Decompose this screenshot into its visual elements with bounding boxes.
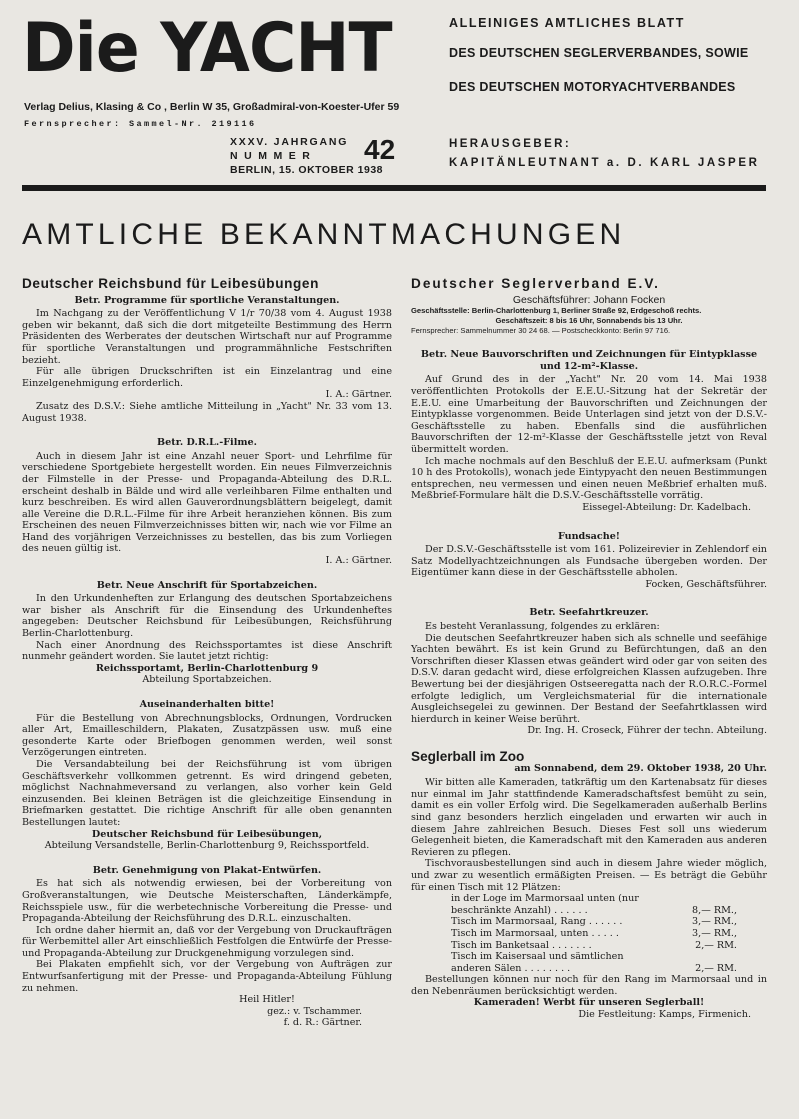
price-list (411, 893, 767, 974)
paragraph: Die Versandabteilung bei der Reichsführung ist vom übrigen Geschäftsverkehr vollkommen getrennt. Es wird dringend gebeten, möglichst Nachnahmeversand zu verlangen, also vorher kein Geld einzusenden. Bei kleinen Beträgen ist die gleichzeitige Einsendung in Briefmarken gestattet. Die richtige Anschrift für alle oben genannten Bestellungen lautet: (22, 758, 392, 828)
address-line: Reichssportamt, Berlin-Charlottenburg 9 (95, 662, 319, 674)
paragraph: Tischvorausbestellungen sind auch in diesem Jahre wieder möglich, und zwar zu wesentlich ermäßigten Preisen. — Es beträgt die Gebühr für einen Tisch mit 12 Plätzen: (411, 858, 767, 893)
paragraph: Bestellungen können nur noch für den Rang im Marmorsaal und in den Nebenräumen berücksichtigt werden. (411, 974, 767, 997)
masthead-tagline-3: DES DEUTSCHEN MOTORYACHTVERBANDES (449, 80, 736, 94)
price-value: 3,— RM., (692, 916, 737, 928)
section-title: Auseinanderhalten bitte! (139, 699, 275, 710)
paragraph: Der D.S.V.-Geschäftsstelle ist vom 161. Polizeirevier in Zehlendorf ein Satz Modellyachtzeichnungen als Fundsache übergeben worden. Der Eigentümer kann diese in der Geschäftsstelle abholen. (411, 544, 767, 579)
paragraph: Ich mache nochmals auf den Beschluß der E.E.U. aufmerksam (Punkt 10 h des Protokolls), wonach jede Eintypyacht den neuen Bestimmungen entsprechen, neu vermessen und einen neuen Meßbrief erhalten muß. Meßbrief-Formulare hält die D.S.V.-Geschäftsstelle vorrätig. (411, 455, 767, 502)
paragraph: Es hat sich als notwendig erwiesen, bei der Vorbereitung von Großveranstaltungen, wie Deutsche Meisterschaften, Länderkämpfe, Reichsspiele usw., für die werbetechnische Vorbereitung die Presse- und Propaganda-Abteilung der Reichsführung des D.R.L. einzuschalten. (22, 878, 392, 925)
section-title: Fundsache! (557, 530, 621, 542)
signature: I. A.: Gärtner. (325, 555, 392, 567)
ball-heading: Seglerball im Zoo (411, 749, 525, 764)
address-line: Abteilung Versandstelle, Berlin-Charlottenburg 9, Reichssportfeld. (44, 840, 370, 852)
signature: Dr. Ing. H. Croseck, Führer der techn. Abteilung. (527, 725, 767, 737)
page-heading: AMTLICHE BEKANNTMACHUNGEN (22, 218, 626, 251)
section-title: Betr. Neue Bauvorschriften und Zeichnungen für Eintypklasse und 12-m²-Klasse. (420, 349, 758, 372)
office-hours: Geschäftszeit: 8 bis 16 Uhr, Sonnabends bis 13 Uhr. (495, 316, 683, 326)
section-title: Betr. Seefahrtkreuzer. (529, 607, 649, 619)
publisher-line: Verlag Delius, Klasing & Co , Berlin W 35, Großadmiral-von-Koester-Ufer 59 (24, 101, 400, 113)
manager-line: Geschäftsführer: Johann Focken (512, 293, 666, 306)
right-column-header: Deutscher Seglerverband E.V. (411, 276, 660, 291)
left-column (22, 278, 392, 1029)
paragraph: Wir bitten alle Kameraden, tatkräftig um den Kartenabsatz für dieses nur einmal im Jahr stattfindende Kameradschaftsfest bemüht zu sein, damit es ein voller Erfolg wird. Die Segelkameraden außerhalb Berlins sind ganz besonders herzlich eingeladen und erwarten wir auch in diesem Jahre zahlreichen Besuch. Dieses Fest soll uns wiederum Gelegenheit bieten, die Kameradschaft mit den Kameraden aus anderen Revieren zu pflegen. (411, 777, 767, 858)
right-column (411, 278, 767, 1021)
ball-date: am Sonnabend, dem 29. Oktober 1938, 20 Uhr. (514, 762, 767, 774)
price-label: in der Loge im Marmorsaal unten (nur beschränkte Anzahl) . . . . . . (451, 893, 639, 916)
volume-label: XXXV. JAHRGANG (230, 136, 349, 148)
price-row (411, 951, 767, 974)
paragraph: Auch in diesem Jahr ist eine Anzahl neuer Sport- und Lehrfilme für verschiedene Sportgebiete hergestellt worden. Ein neues Filmverzeichnis der Filmstelle in der Presse- und Propaganda-Abteilung des D.R.L. erscheint deshalb in Bälde und wird alle verleihbaren Filme enthalten und kurz beschreiben. Es wird allen Gauverordnungsblättern beigelegt, damit alle Vereine die D.R.L.-Filme für ihre Arbeit heranziehen können. Bis zum Erscheinen des neuen Filmverzeichnisses bitten wir, nach wie vor Filme an Hand des vorjährigen Verzeichnisses zu bestellen, das bis zum Vorliegen des neuen gültig ist. (22, 450, 392, 555)
left-column-header: Deutscher Reichsbund für Leibesübungen (22, 276, 319, 291)
paragraph: Es besteht Veranlassung, folgendes zu erklären: (425, 621, 660, 633)
signature: Eissegel-Abteilung: Dr. Kadelbach. (582, 501, 751, 513)
section-title: Betr. Neue Anschrift für Sportabzeichen. (96, 579, 318, 591)
paragraph: Auf Grund des in der „Yacht" Nr. 20 vom 14. Mai 1938 veröffentlichten Protokolls der E.E.U.-Sitzung hat der Sekretär der E.E.U. eine Umarbeitung der Bauvorschriften und Zeichnungen der Eintypklasse vorgenommen. Beide Unterlagen sind jetzt von der D.S.V.-Geschäftsstelle zu haben. Ebenfalls sind die ausführlichen Bauvorschriften der 12-m²-Klasse der Geschäftsstelle jetzt von Reval übermittelt worden. (411, 374, 767, 455)
price-row (411, 916, 767, 928)
paragraph: Im Nachgang zu der Veröffentlichung V 1/r 70/38 vom 4. August 1938 geben wir bekannt, daß sich die dort mitgeteilte Bestimmung des Herrn Präsidenten des Werberates der deutschen Wirtschaft nur auf Programme für sportliche Veranstaltungen und programmähnliche Festschriften bezieht. (22, 308, 392, 366)
price-label: Tisch im Marmorsaal, unten . . . . . (451, 927, 619, 939)
signature: Die Festleitung: Kamps, Firmenich. (578, 1009, 751, 1021)
masthead-title: Die YACHT (22, 9, 392, 88)
ball-slogan: Kameraden! Werbt für unseren Seglerball! (473, 997, 705, 1009)
section-title: Betr. D.R.L.-Filme. (157, 437, 257, 449)
paragraph: Die deutschen Seefahrtkreuzer haben sich als schnelle und seefähige Yachten bewährt. Es ist kein Grund zu Befürchtungen, daß an den Vorschriften dieser Klassen etwas geändert wird oder gar von seiten des D.S.V. daran gedacht wird, diese erfolgreichen Klassen aufzugeben. Ihre Bewertung bei der diesjährigen Ostseeregatta nach der R.O.R.C.-Formel erfolgte lediglich, um Vergleichsmaterial für die internationale Ausgleichsegelei zu gewinnen. Der Bestand der Seefahrtklassen wird hierdurch in keiner Weise berührt. (411, 632, 767, 725)
closing-greeting: Heil Hitler! (239, 994, 295, 1006)
price-row (411, 940, 767, 952)
publisher-phone: Fernsprecher: Sammel-Nr. 219116 (24, 119, 257, 129)
signature: Focken, Geschäftsführer. (645, 578, 767, 590)
price-row (411, 928, 767, 940)
signature: I. A.: Gärtner. (325, 389, 392, 401)
masthead-rule (22, 185, 766, 191)
paragraph: Bei Plakaten empfiehlt sich, vor der Vergebung von Aufträgen zur Entwurfsanfertigung mit der Presse- und Propaganda-Abteilung Fühlung zu nehmen. (22, 959, 392, 994)
price-value: 2,— RM. (695, 962, 737, 974)
price-label: Tisch im Banketsaal . . . . . . . (451, 939, 592, 951)
masthead-tagline-1: ALLEINIGES AMTLICHES BLATT (449, 16, 686, 30)
office-line: Geschäftsstelle: Berlin-Charlottenburg 1, Berliner Straße 92, Erdgeschoß rechts. (411, 306, 702, 316)
paragraph: Für alle übrigen Druckschriften ist ein Einzelantrag und eine Einzelgenehmigung erforderlich. (22, 366, 392, 389)
signature: f. d. R.: Gärtner. (283, 1017, 362, 1029)
section-title: Betr. Genehmigung von Plakat-Entwürfen. (92, 864, 322, 876)
section-title: Betr. Programme für sportliche Veranstaltungen. (74, 294, 340, 306)
editor-label: HERAUSGEBER: (449, 138, 572, 150)
paragraph: In den Urkundenheften zur Erlangung des deutschen Sportabzeichens war bisher als Anschrift für die Einsendung des Urkundenheftes angegeben: Deutscher Reichsbund für Leibesübungen, Reichsführung Berlin-Charlottenburg. (22, 593, 392, 640)
address-line: Deutscher Reichsbund für Leibesübungen, (91, 828, 323, 840)
price-value: 3,— RM., (692, 927, 737, 939)
paragraph: Für die Bestellung von Abrechnungsblocks, Ordnungen, Vordrucken aller Art, Emailleschildern, Plakaten, Zusatzpässen usw. muß eine gesonderte Karte oder Briefbogen genommen werden, weil sonst Verzögerungen eintreten. (22, 712, 392, 759)
signature: gez.: v. Tschammer. (267, 1005, 362, 1017)
price-value: 8,— RM., (692, 904, 737, 916)
number-label: N U M M E R (230, 150, 312, 162)
price-row (411, 893, 767, 916)
masthead-tagline-2: DES DEUTSCHEN SEGLERVERBANDES, SOWIE (449, 46, 749, 60)
price-label: Tisch im Marmorsaal, Rang . . . . . . (451, 916, 623, 928)
editor-name: KAPITÄNLEUTNANT a. D. KARL JASPER (449, 157, 760, 169)
office-contact: Fernsprecher: Sammelnummer 30 24 68. — Postscheckkonto: Berlin 97 716. (411, 326, 671, 336)
paragraph: Ich ordne daher hiermit an, daß vor der Vergebung von Druckaufträgen für Werbemittel aller Art einschließlich Festfolgen die Entwürfe der Presse- und Propaganda-Abteilung zur Druckgenehmigung vorzulegen sind. (22, 924, 392, 959)
paragraph: Zusatz des D.S.V.: Siehe amtliche Mitteilung in „Yacht" Nr. 33 vom 13. August 1938. (22, 400, 392, 424)
issue-number: 42 (364, 134, 396, 165)
address-line: Abteilung Sportabzeichen. (142, 674, 272, 686)
price-value: 2,— RM. (695, 939, 737, 951)
price-label: Tisch im Kaisersaal und sämtlichen anderen Sälen . . . . . . . . (451, 951, 624, 974)
paragraph: Nach einer Anordnung des Reichssportamtes ist diese Anschrift nunmehr geändert worden. Sie lautet jetzt richtig: (22, 639, 392, 663)
issue-date: BERLIN, 15. OKTOBER 1938 (230, 164, 384, 176)
